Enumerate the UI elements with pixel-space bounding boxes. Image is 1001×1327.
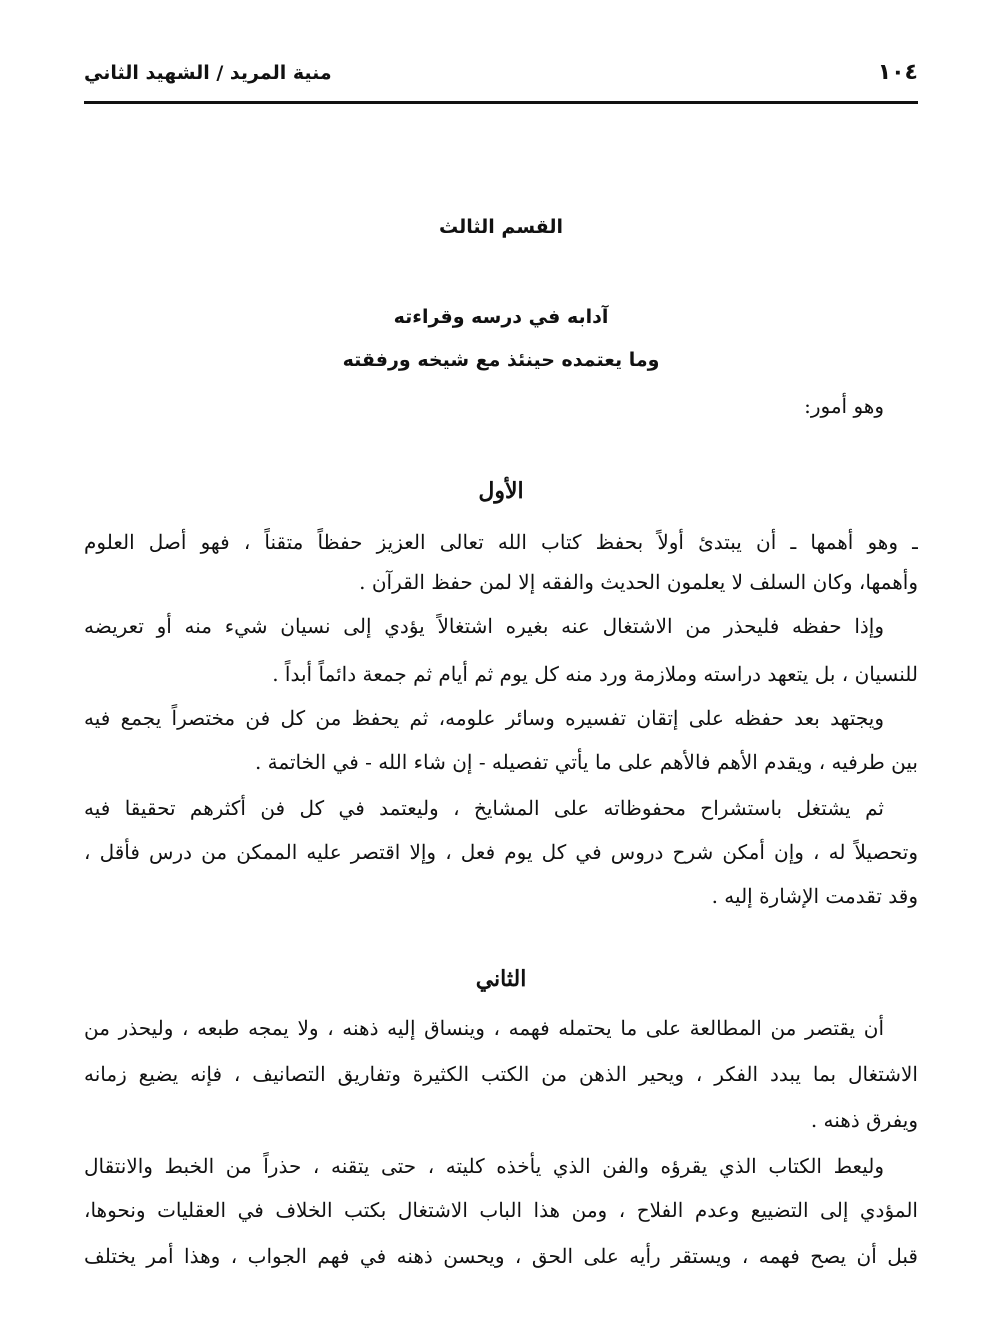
paragraph-line: وتحصيلاً له ، وإن أمكن شرح دروس في كل يوم فعل ، وإلا اقتصر عليه الممكن من درس فأقل ، bbox=[84, 840, 918, 864]
paragraph-line: أن يقتصر من المطالعة على ما يحتمله فهمه ، وينساق إليه ذهنه ، ولا يمجه طبعه ، وليحذر من bbox=[84, 1016, 884, 1040]
paragraph-line: وإذا حفظه فليحذر من الاشتغال عنه بغيره اشتغالاً يؤدي إلى نسيان شيء منه أو تعريضه bbox=[84, 614, 884, 638]
paragraph-line: وليعط الكتاب الذي يقرؤه والفن الذي يأخذه كليته ، حتى يتقنه ، حذراً من الخبط والانتقال bbox=[84, 1154, 884, 1178]
paragraph-line: للنسيان ، بل يتعهد دراسته وملازمة ورد منه كل يوم ثم أيام ثم جمعة دائماً أبداً . bbox=[272, 662, 918, 686]
paragraph-line: ويجتهد بعد حفظه على إتقان تفسيره وسائر علومه، ثم يحفظ من كل فن مختصراً يجمع فيه bbox=[84, 706, 884, 730]
paragraph-line: المؤدي إلى التضييع وعدم الفلاح ، ومن هذا الباب الاشتغال بكتب الخلاف في العقليات ونحوها، bbox=[84, 1198, 918, 1222]
header-rule bbox=[84, 101, 918, 104]
paragraph-line: ـ وهو أهمها ـ أن يبتدئ أولاً بحفظ كتاب الله تعالى العزيز حفظاً متقناً ، فهو أصل العلوم bbox=[84, 530, 918, 554]
section-title-line-1: آدابه في درسه وقراءته bbox=[393, 306, 609, 328]
page-number: ١٠٤ bbox=[877, 60, 918, 85]
paragraph-line: ويفرق ذهنه . bbox=[810, 1108, 918, 1132]
second-heading: الثاني bbox=[475, 966, 527, 992]
paragraph-line: بين طرفيه ، ويقدم الأهم فالأهم على ما يأتي تفصيله - إن شاء الله - في الخاتمة . bbox=[254, 750, 918, 774]
section-label: القسم الثالث bbox=[439, 216, 563, 238]
paragraph-line: ثم يشتغل باستشراح محفوظاته على المشايخ ، وليعتمد في كل فن أكثرهم تحقيقا فيه bbox=[84, 796, 884, 820]
paragraph-line: الاشتغال بما يبدد الفكر ، ويحير الذهن من الكتب الكثيرة وتفاريق التصانيف ، فإنه يضيع زمانه bbox=[84, 1062, 918, 1086]
running-title: منية المريد / الشهيد الثاني bbox=[84, 62, 332, 84]
paragraph-line: قبل أن يصح فهمه ، ويستقر رأيه على الحق ، ويحسن ذهنه في فهم الجواب ، وهذا أمر يختلف bbox=[84, 1244, 918, 1268]
first-heading: الأول bbox=[478, 478, 524, 504]
section-title-line-2: وما يعتمده حينئذ مع شيخه ورفقته bbox=[342, 349, 660, 371]
intro-text: وهو أمور: bbox=[804, 394, 884, 418]
paragraph-line: وقد تقدمت الإشارة إليه . bbox=[711, 884, 918, 908]
running-head bbox=[84, 58, 918, 94]
paragraph-line: وأهمها، وكان السلف لا يعلمون الحديث والفقه إلا لمن حفظ القرآن . bbox=[359, 570, 918, 594]
